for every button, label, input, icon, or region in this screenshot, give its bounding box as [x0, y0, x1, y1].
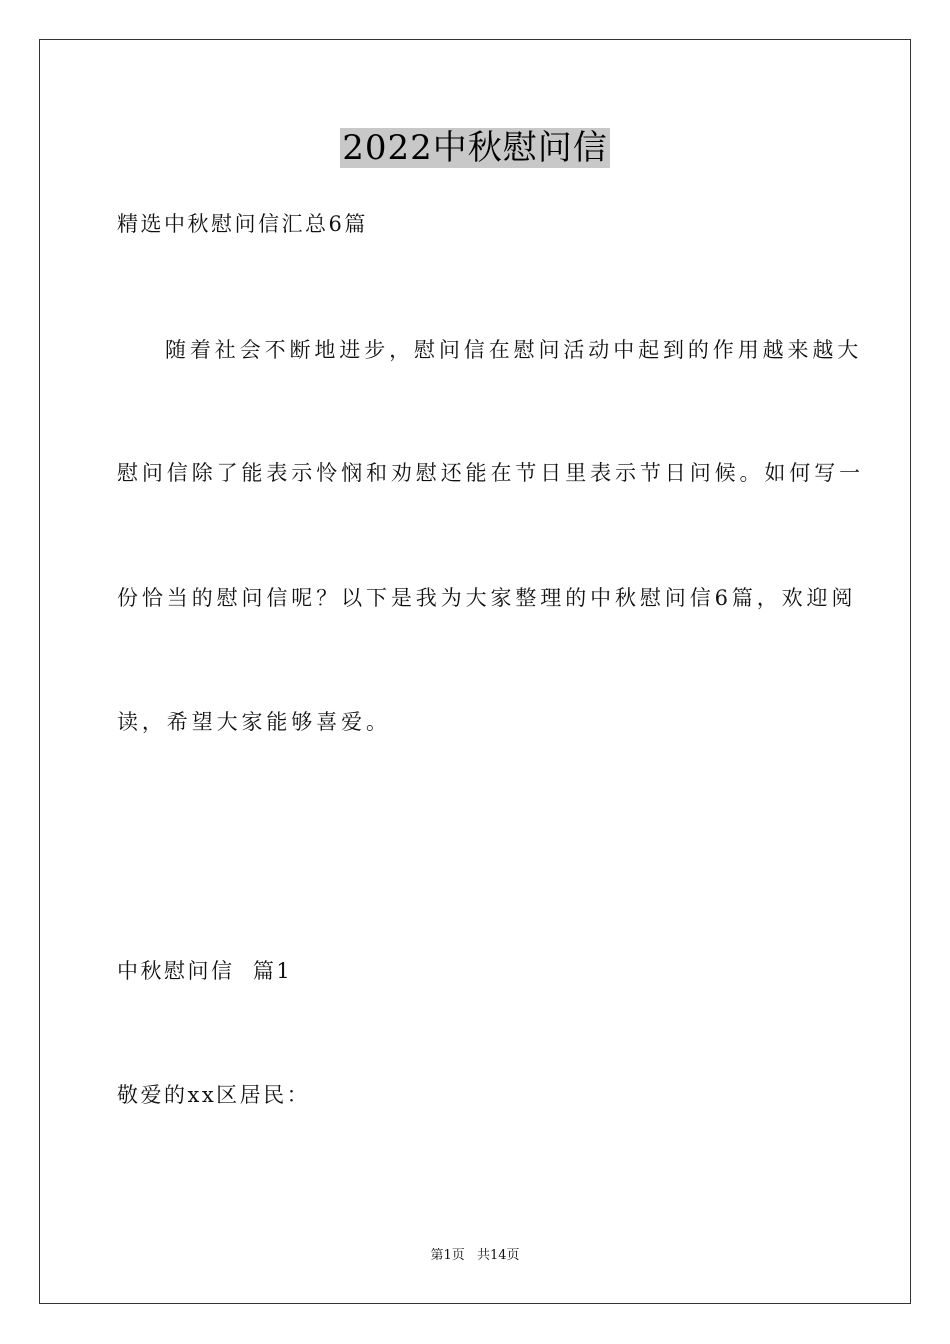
- document-title: 2022中秋慰问信: [342, 128, 608, 168]
- title-container: [0, 128, 950, 168]
- salutation: 敬爱的xx区居民：: [117, 1083, 311, 1107]
- page-number-current: 第1页: [430, 1248, 465, 1263]
- intro-line-2: 慰问信除了能表示怜悯和劝慰还能在节日里表示节日问候。如何写一: [117, 461, 864, 485]
- page-number-total: 共14页: [476, 1248, 520, 1263]
- page-footer: [0, 1247, 950, 1265]
- document-subtitle: 精选中秋慰问信汇总6篇: [117, 212, 368, 236]
- intro-line-3: 份恰当的慰问信呢？以下是我为大家整理的中秋慰问信6篇，欢迎阅: [117, 586, 857, 610]
- intro-line-1: 随着社会不断地进步，慰问信在慰问活动中起到的作用越来越大: [165, 338, 863, 362]
- section-heading: 中秋慰问信 篇1: [117, 959, 293, 983]
- intro-line-4: 读，希望大家能够喜爱。: [117, 710, 391, 734]
